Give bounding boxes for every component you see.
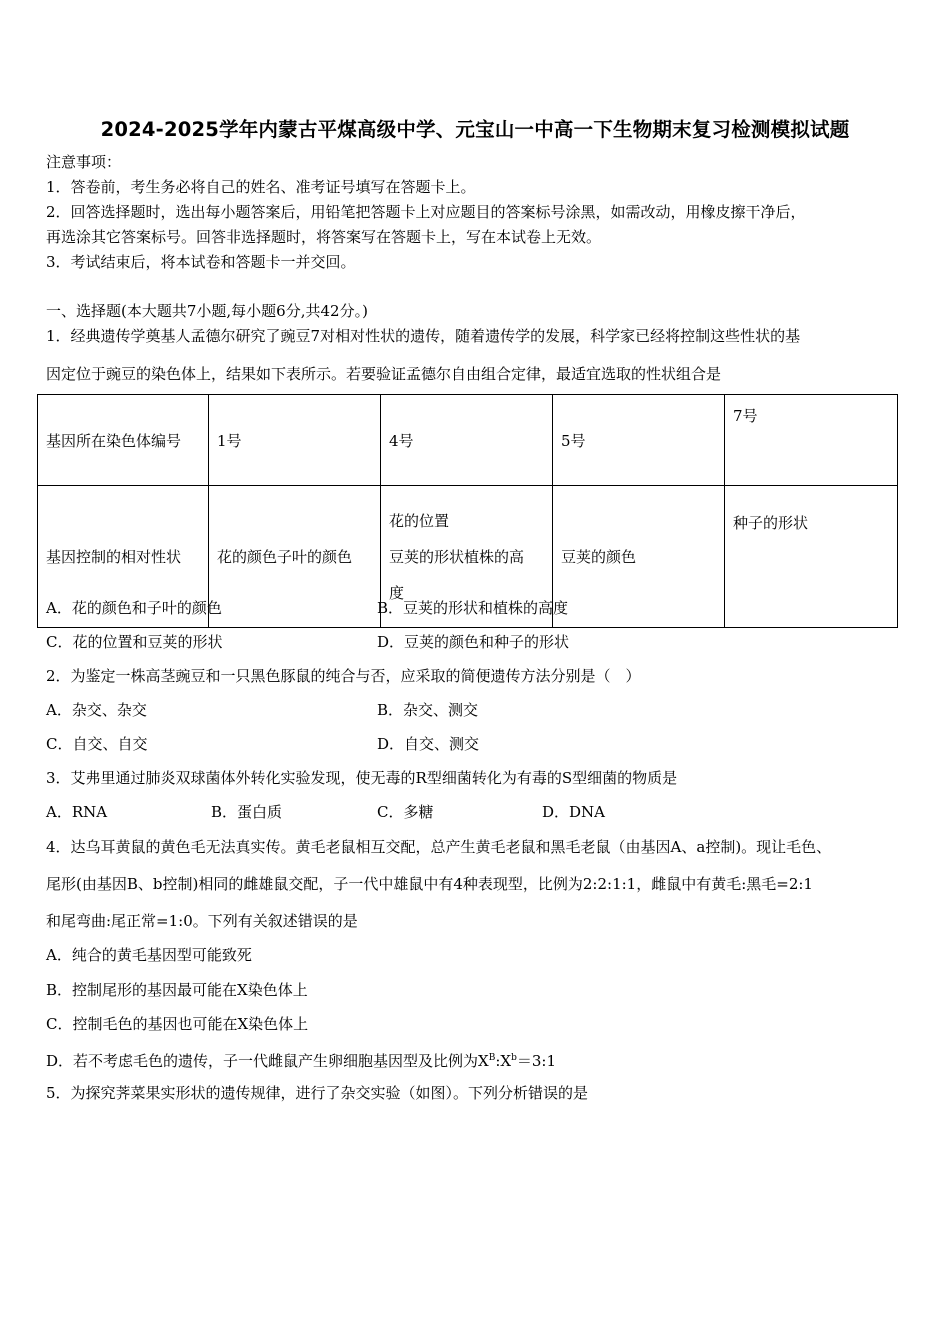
table-row bbox=[38, 395, 898, 486]
q1-option-d[interactable]: D．豆荚的颜色和种子的形状 bbox=[377, 633, 570, 651]
section-heading: 一、选择题(本大题共7小题,每小题6分,共42分。) bbox=[46, 302, 368, 320]
q4-option-d[interactable] bbox=[46, 1048, 556, 1071]
q3-option-d[interactable]: D．DNA bbox=[542, 803, 606, 821]
cell-line: 花的位置 bbox=[389, 511, 450, 530]
q1-stem-line2: 因定位于豌豆的染色体上，结果如下表所示。若要验证孟德尔自由组合定律，最适宜选取的性状组合是 bbox=[46, 365, 722, 383]
q4-stem-line2: 尾形(由基因B、b控制)相同的雌雄鼠交配，子一代中雄鼠中有4种表现型，比例为2:2:1:1，雌鼠中有黄毛:黑毛=2:1 bbox=[46, 875, 813, 893]
table-cell: 豆荚的颜色 bbox=[553, 486, 725, 628]
q3-option-b[interactable]: B．蛋白质 bbox=[211, 803, 283, 821]
q3-stem: 3．艾弗里通过肺炎双球菌体外转化实验发现，使无毒的R型细菌转化为有毒的S型细菌的物质是 bbox=[46, 769, 678, 787]
q2-stem: 2．为鉴定一株高茎豌豆和一只黑色豚鼠的纯合与否，应采取的简便遗传方法分别是（ ） bbox=[46, 667, 641, 685]
q1-option-b[interactable]: B．豆荚的形状和植株的高度 bbox=[377, 599, 569, 617]
cell-line: 豆荚的形状植株的高 bbox=[389, 547, 525, 566]
q1-stem-line1: 1．经典遗传学奠基人孟德尔研究了豌豆7对相对性状的遗传，随着遗传学的发展，科学家已经将控制这些性状的基 bbox=[46, 327, 801, 345]
cell-line: 度 bbox=[389, 583, 405, 602]
table-cell: 4号 bbox=[381, 395, 553, 486]
q4-stem-line1: 4．达乌耳黄鼠的黄色毛无法真实传。黄毛老鼠相互交配，总产生黄毛老鼠和黑毛老鼠（由基因A、a控制)。现让毛色、 bbox=[46, 838, 832, 856]
q2-option-d[interactable]: D．自交、测交 bbox=[377, 735, 480, 753]
gene-table bbox=[37, 394, 898, 628]
q4-option-a[interactable]: A．纯合的黄毛基因型可能致死 bbox=[46, 946, 252, 964]
table-cell: 7号 bbox=[725, 395, 898, 486]
q4-stem-line3: 和尾弯曲:尾正常=1:0。下列有关叙述错误的是 bbox=[46, 912, 358, 930]
q3-option-a[interactable]: A．RNA bbox=[46, 803, 108, 821]
q1-option-c[interactable]: C．花的位置和豆荚的形状 bbox=[46, 633, 223, 651]
q2-option-b[interactable]: B．杂交、测交 bbox=[377, 701, 479, 719]
q4-option-d-text: D．若不考虑毛色的遗传，子一代雌鼠产生卵细胞基因型及比例为X bbox=[46, 1052, 489, 1070]
table-cell: 基因控制的相对性状 bbox=[38, 486, 209, 628]
notice-item: 3．考试结束后，将本试卷和答题卡一并交回。 bbox=[46, 253, 356, 271]
table-cell: 花的颜色子叶的颜色 bbox=[209, 486, 381, 628]
table-cell: 种子的形状 bbox=[725, 486, 898, 628]
superscript: B bbox=[488, 1053, 496, 1063]
notice-item: 1．答卷前，考生务必将自己的姓名、准考证号填写在答题卡上。 bbox=[46, 178, 476, 196]
q3-option-c[interactable]: C．多糖 bbox=[377, 803, 434, 821]
q4-option-b[interactable]: B．控制尾形的基因最可能在X染色体上 bbox=[46, 981, 308, 999]
q4-option-d-text: ＝3:1 bbox=[516, 1052, 556, 1070]
q2-option-c[interactable]: C．自交、自交 bbox=[46, 735, 148, 753]
table-cell: 5号 bbox=[553, 395, 725, 486]
q4-option-d-text: :X bbox=[495, 1052, 512, 1070]
q1-option-a[interactable]: A．花的颜色和子叶的颜色 bbox=[46, 599, 222, 617]
notice-heading: 注意事项： bbox=[46, 153, 122, 171]
notice-item: 2．回答选择题时，选出每小题答案后，用铅笔把答题卡上对应题目的答案标号涂黑，如需改动，用橡皮擦干净后， bbox=[46, 203, 806, 221]
page-title: 2024-2025学年内蒙古平煤高级中学、元宝山一中高一下生物期末复习检测模拟试题 bbox=[100, 118, 850, 141]
q5-stem: 5．为探究荠菜果实形状的遗传规律，进行了杂交实验（如图）。下列分析错误的是 bbox=[46, 1084, 589, 1102]
table-cell: 基因所在染色体编号 bbox=[38, 395, 209, 486]
q2-option-a[interactable]: A．杂交、杂交 bbox=[46, 701, 147, 719]
notice-item: 再选涂其它答案标号。回答非选择题时，将答案写在答题卡上，写在本试卷上无效。 bbox=[46, 228, 602, 246]
q4-option-c[interactable]: C．控制毛色的基因也可能在X染色体上 bbox=[46, 1015, 309, 1033]
table-cell: 1号 bbox=[209, 395, 381, 486]
superscript: b bbox=[511, 1053, 517, 1063]
